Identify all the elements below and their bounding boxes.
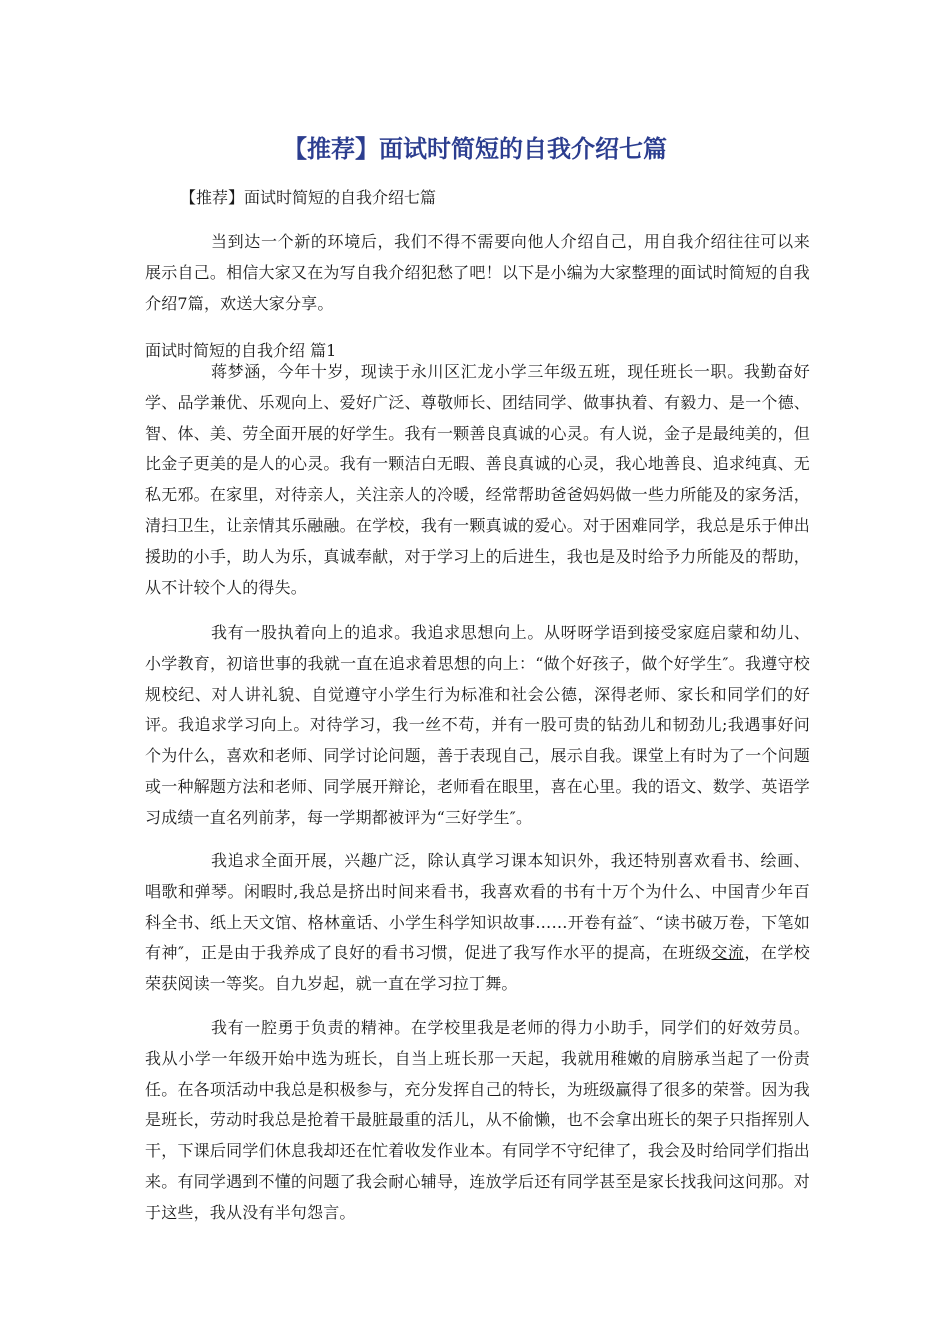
body-paragraph-2: 我有一股执着向上的追求。我追求思想向上。从呀呀学语到接受家庭启蒙和幼儿、小学教育，初谙世事的我就一直在追求着思想的向上：“做个好孩子，做个好学生″。我遵守校规校纪、对人讲礼貌、自觉遵守小学生行为标准和社会公德，深得老师、家长和同学们的好评。我追求学习向上。对待学习，我一丝不苟，并有一股可贵的钻劲儿和韧劲儿;我遇事好问个为什么，喜欢和老师、同学讨论问题，善于表现自己，展示自我。课堂上有时为了一个问题或一种解题方法和老师、同学展开辩论，老师看在眼里，喜在心里。我的语文、数学、英语学习成绩一直名列前茅，每一学期都被评为“三好学生″。: [145, 623, 810, 827]
document-title: 【推荐】面试时简短的自我介绍七篇: [283, 135, 667, 163]
body-paragraph-1: 蒋梦涵，今年十岁，现读于永川区汇龙小学三年级五班，现任班长一职。我勤奋好学、品学兼优、乐观向上、爱好广泛、尊敬师长、团结同学、做事执着、有毅力、是一个德、智、体、美、劳全面开展的好学生。我有一颗善良真诚的心灵。有人说，金子是最纯美的，但比金子更美的是人的心灵。我有一颗洁白无暇、善良真诚的心灵，我心地善良、追求纯真、无私无邪。在家里，对待亲人，关注亲人的冷暖，经常帮助爸爸妈妈做一些力所能及的家务活，清扫卫生，让亲情其乐融融。在学校，我有一颗真诚的爱心。对于困难同学，我总是乐于伸出援助的小手，助人为乐，真诚奉献，对于学习上的后进生，我也是及时给予力所能及的帮助，从不计较个人的得失。: [145, 362, 810, 597]
paragraph-3-text-after: ，在学校荣获阅读一等奖。自九岁起，就一直在学习拉丁舞。: [145, 943, 811, 994]
exchange-link[interactable]: 交流: [711, 943, 745, 963]
section-heading: 面试时简短的自我介绍 篇1: [145, 341, 337, 360]
body-paragraph-3: [145, 846, 810, 1000]
paragraph-3-text-before: 我追求全面开展，兴趣广泛，除认真学习课本知识外，我还特别喜欢看书、绘画、唱歌和弹琴。闲暇时,我总是挤出时间来看书，我喜欢看的书有十万个为什么、中国青少年百科全书、纸上天文馆、格林童话、小学生科学知识故事……开卷有益″、“读书破万卷，下笔如有神″，正是由于我养成了良好的看书习惯，促进了我写作水平的提高，在班级: [145, 851, 810, 963]
document-subtitle: 【推荐】面试时简短的自我介绍七篇: [180, 188, 437, 207]
body-paragraph-4: 我有一腔勇于负责的精神。在学校里我是老师的得力小助手，同学们的好效劳员。我从小学一年级开始中选为班长，自当上班长那一天起，我就用稚嫩的肩膀承当起了一份责任。在各项活动中我总是积极参与，充分发挥自己的特长，为班级赢得了很多的荣誉。因为我是班长，劳动时我总是抢着干最脏最重的活儿，从不偷懒，也不会拿出班长的架子只指挥别人干，下课后同学们休息我却还在忙着收发作业本。有同学不守纪律了，我会及时给同学们指出来。有同学遇到不懂的问题了我会耐心辅导，连放学后还有同学甚至是家长找我问这问那。对于这些，我从没有半句怨言。: [145, 1018, 810, 1222]
intro-paragraph: 当到达一个新的环境后，我们不得不需要向他人介绍自己，用自我介绍往往可以来展示自己。相信大家又在为写自我介绍犯愁了吧！以下是小编为大家整理的面试时简短的自我介绍7篇，欢送大家分享。: [145, 232, 810, 313]
